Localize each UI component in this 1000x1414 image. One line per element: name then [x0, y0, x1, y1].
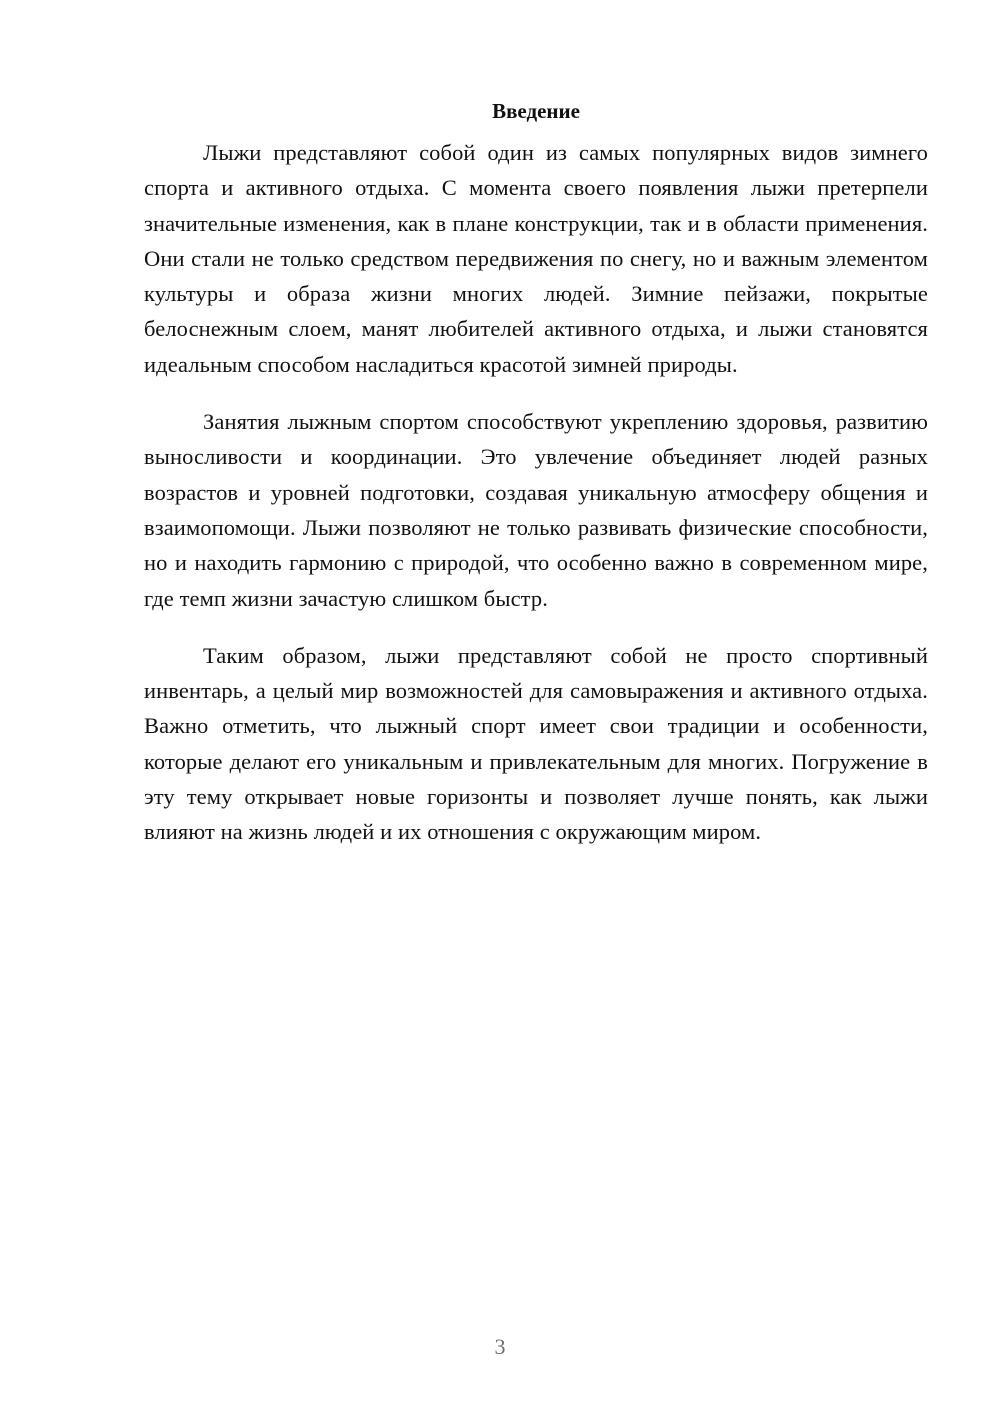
page-content	[144, 95, 928, 872]
page-number: 3	[494, 1334, 506, 1359]
paragraph-2: Занятия лыжным спортом способствуют укреплению здоровья, развитию выносливости и координации. Это увлечение объединяет людей разных возрастов и уровней подготовки, создавая уникальную атмосферу общения и взаимопомощи. Лыжи позволяют не только развивать физические способности, но и находить гармонию с природой, что особенно важно в современном мире, где темп жизни зачастую слишком быстр.	[144, 409, 928, 611]
section-heading: Введение	[492, 99, 580, 123]
paragraph-3: Таким образом, лыжи представляют собой не просто спортивный инвентарь, а целый мир возможностей для самовыражения и активного отдыха. Важно отметить, что лыжный спорт имеет свои традиции и особенности, которые делают его уникальным и привлекательным для многих. Погружение в эту тему открывает новые горизонты и позволяет лучше понять, как лыжи влияют на жизнь людей и их отношения с окружающим миром.	[144, 642, 928, 845]
paragraph-1: Лыжи представляют собой один из самых популярных видов зимнего спорта и активного отдыха. С момента своего появления лыжи претерпели значительные изменения, как в плане конструкции, так и в области применения. Они стали не только средством передвижения по снегу, но и важным элементом культуры и образа жизни многих людей. Зимние пейзажи, покрытые белоснежным слоем, манят любителей активного отдыха, и лыжи становятся идеальным способом насладиться красотой зимней природы.	[144, 140, 928, 377]
